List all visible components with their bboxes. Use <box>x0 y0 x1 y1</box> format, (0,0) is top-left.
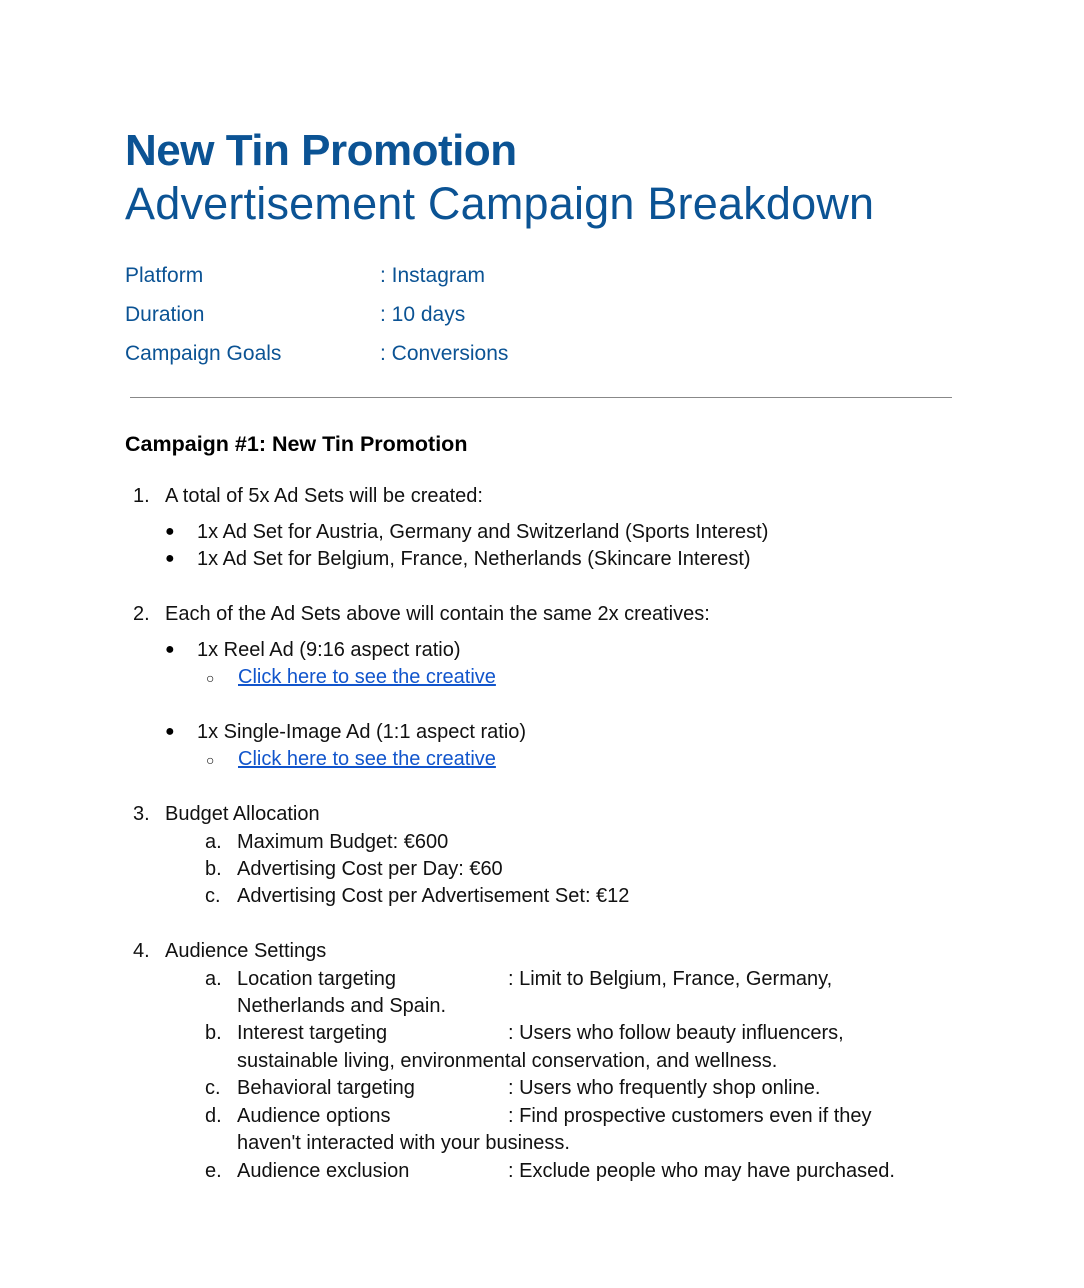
budget-per-day-text: Advertising Cost per Day: €60 <box>237 858 503 880</box>
audience-setting-value: : Limit to Belgium, France, Germany, <box>508 968 833 990</box>
list-item-text: Each of the Ad Sets above will contain the same 2x creatives: <box>165 603 710 625</box>
hollow-bullet-icon: ○ <box>206 752 215 768</box>
bullet-icon: ● <box>165 641 175 658</box>
sub-list-marker: e. <box>205 1160 222 1182</box>
meta-value-platform: : Instagram <box>380 264 486 287</box>
meta-label-duration: Duration <box>125 303 205 326</box>
bullet-item-text: 1x Ad Set for Austria, Germany and Switzerland (Sports Interest) <box>197 521 769 543</box>
sub-list-marker: d. <box>205 1105 222 1127</box>
sub-list-marker: c. <box>205 885 221 907</box>
campaign-heading: Campaign #1: New Tin Promotion <box>125 432 468 456</box>
bullet-icon: ● <box>165 723 175 740</box>
audience-setting-value: : Exclude people who may have purchased. <box>508 1160 895 1182</box>
budget-max-text: Maximum Budget: €600 <box>237 831 449 853</box>
hollow-bullet-icon: ○ <box>206 670 215 686</box>
audience-setting-value: : Users who follow beauty influencers, <box>508 1022 844 1044</box>
audience-setting-continuation: haven't interacted with your business. <box>237 1132 570 1154</box>
list-marker: 4. <box>133 940 150 962</box>
reel-ad-creative-link[interactable]: Click here to see the creative <box>238 666 496 688</box>
audience-setting-label: Audience options <box>237 1105 391 1127</box>
meta-value-campaign-goals: : Conversions <box>380 342 509 365</box>
meta-label-platform: Platform <box>125 264 204 287</box>
list-item-text: A total of 5x Ad Sets will be created: <box>165 485 483 507</box>
audience-setting-label: Location targeting <box>237 968 397 990</box>
meta-value-duration: : 10 days <box>380 303 466 326</box>
list-marker: 1. <box>133 485 150 507</box>
list-item-text: Budget Allocation <box>165 803 320 825</box>
single-image-ad-creative-link[interactable]: Click here to see the creative <box>238 748 496 770</box>
document-title: New Tin Promotion <box>125 126 517 175</box>
horizontal-divider <box>130 397 952 398</box>
document-subtitle: Advertisement Campaign Breakdown <box>125 178 875 229</box>
bullet-item-text: 1x Reel Ad (9:16 aspect ratio) <box>197 639 461 661</box>
audience-setting-label: Audience exclusion <box>237 1160 410 1182</box>
sub-list-marker: c. <box>205 1077 221 1099</box>
bullet-item-text: 1x Ad Set for Belgium, France, Netherlands (Skincare Interest) <box>197 548 751 570</box>
audience-setting-label: Interest targeting <box>237 1022 388 1044</box>
meta-label-campaign-goals: Campaign Goals <box>125 342 282 365</box>
sub-list-marker: a. <box>205 968 222 990</box>
audience-setting-value: : Users who frequently shop online. <box>508 1077 821 1099</box>
audience-setting-label: Behavioral targeting <box>237 1077 415 1099</box>
bullet-icon: ● <box>165 523 175 540</box>
audience-setting-continuation: sustainable living, environmental conservation, and wellness. <box>237 1050 778 1072</box>
bullet-item-text: 1x Single-Image Ad (1:1 aspect ratio) <box>197 721 527 743</box>
sub-list-marker: a. <box>205 831 222 853</box>
list-marker: 2. <box>133 603 150 625</box>
sub-list-marker: b. <box>205 1022 222 1044</box>
sub-list-marker: b. <box>205 858 222 880</box>
budget-per-set-text: Advertising Cost per Advertisement Set: €12 <box>237 885 630 907</box>
list-item-text: Audience Settings <box>165 940 327 962</box>
audience-setting-value: : Find prospective customers even if they <box>508 1105 872 1127</box>
bullet-icon: ● <box>165 550 175 567</box>
list-marker: 3. <box>133 803 150 825</box>
audience-setting-continuation: Netherlands and Spain. <box>237 995 447 1017</box>
